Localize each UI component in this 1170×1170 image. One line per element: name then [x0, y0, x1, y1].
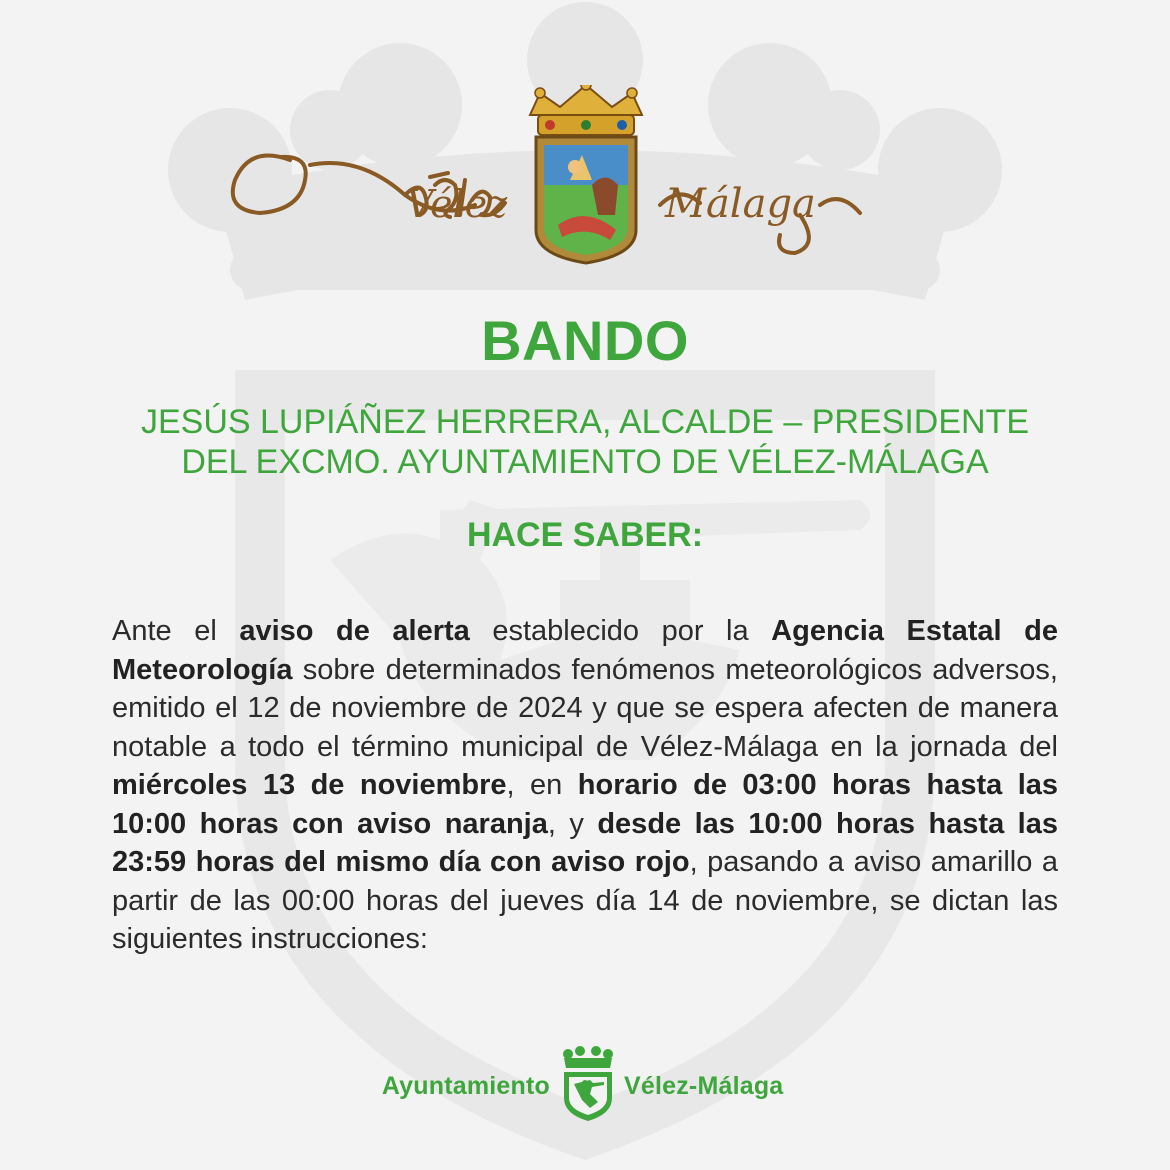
announcement-body — [112, 612, 1058, 959]
footer-logo — [0, 1044, 1170, 1124]
footer-label-right: Vélez-Málaga — [624, 1072, 784, 1100]
footer-shield-icon — [560, 1046, 616, 1122]
body-text: sobre determinados fenómenos meteorológicos adversos, emitido el 12 de noviembre de 2024 y que se espera afecten de manera notable a todo el término municipal de Vélez-Málaga en la jornada del — [112, 653, 1058, 763]
issuer-subtitle — [100, 402, 1070, 482]
page-title: BANDO — [481, 309, 689, 372]
logo-text-left: Vélez — [406, 182, 508, 226]
subtitle-line: DEL EXCMO. AYUNTAMIENTO DE VÉLEZ-MÁLAGA — [181, 443, 989, 481]
coat-of-arms-icon — [220, 85, 870, 270]
subtitle-line: JESÚS LUPIÁÑEZ HERRERA, ALCALDE – PRESIDENTE — [140, 403, 1030, 441]
body-bold: horario de 03:00 horas hasta las 10:00 horas con aviso naranja — [112, 769, 1059, 840]
body-bold: aviso de alerta — [239, 615, 470, 647]
body-text: , pasando a aviso amarillo a partir de las 00:00 horas del jueves día 14 de noviembre, se dictan las siguientes instrucciones: — [112, 846, 1058, 955]
body-text: , en — [506, 769, 578, 801]
body-bold: miércoles 13 de noviembre — [112, 769, 507, 801]
body-bold: desde las 10:00 horas hasta las 23:59 horas del mismo día con aviso rojo — [112, 807, 1058, 878]
footer-label-left: Ayuntamiento — [381, 1072, 550, 1100]
logo-text-right: Málaga — [665, 181, 816, 227]
body-text: Ante el — [112, 615, 240, 647]
body-bold: Agencia Estatal de Meteorología — [112, 615, 1058, 686]
body-text: , y — [547, 807, 598, 840]
body-text: establecido por la — [469, 615, 772, 647]
declares-heading: HACE SABER: — [466, 516, 704, 554]
